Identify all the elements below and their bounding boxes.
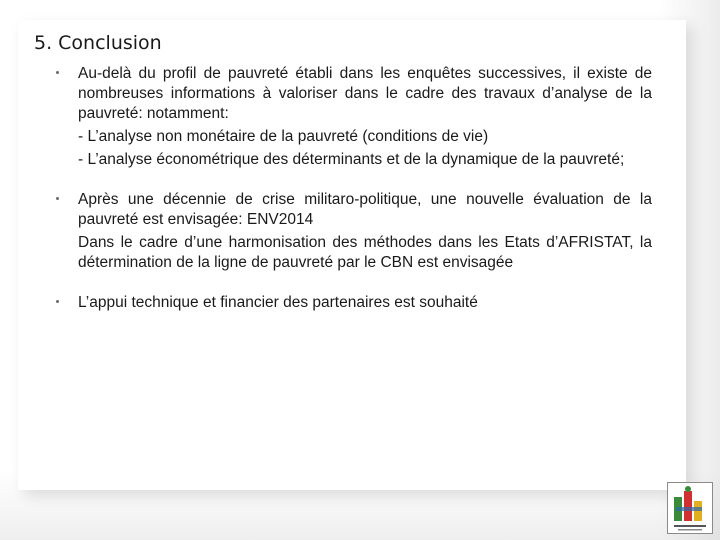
bullet-text: L’appui technique et financier des partenaires est souhaité xyxy=(78,294,478,311)
bullet-text: Au-delà du profil de pauvreté établi dans les enquêtes successives, il existe de nombreuses informations à valoriser dans le cadre des travaux d’analyse de la pauvreté: notamment: xyxy=(78,65,652,122)
bullet-dot-icon xyxy=(56,197,59,200)
institution-logo-icon xyxy=(667,482,713,534)
bullet-list xyxy=(56,64,652,333)
bullet-item-1 xyxy=(56,64,652,170)
bullet-subtext: Dans le cadre d’une harmonisation des méthodes dans les Etats d’AFRISTAT, la détermination de la ligne de pauvreté par le CBN est envisagée xyxy=(78,234,652,271)
bullet-dot-icon xyxy=(56,300,59,303)
bullet-subtext: - L’analyse économétrique des déterminants et de la dynamique de la pauvreté; xyxy=(78,151,625,168)
logo-graphic xyxy=(668,483,712,533)
bullet-item-2 xyxy=(56,190,652,273)
bullet-text: Après une décennie de crise militaro-politique, une nouvelle évaluation de la pauvreté est envisagée: ENV2014 xyxy=(78,191,652,228)
bullet-subtext: - L’analyse non monétaire de la pauvreté (conditions de vie) xyxy=(78,128,489,145)
slide-title: 5. Conclusion xyxy=(34,32,162,54)
bullet-item-3 xyxy=(56,293,652,313)
bullet-dot-icon xyxy=(56,71,59,74)
